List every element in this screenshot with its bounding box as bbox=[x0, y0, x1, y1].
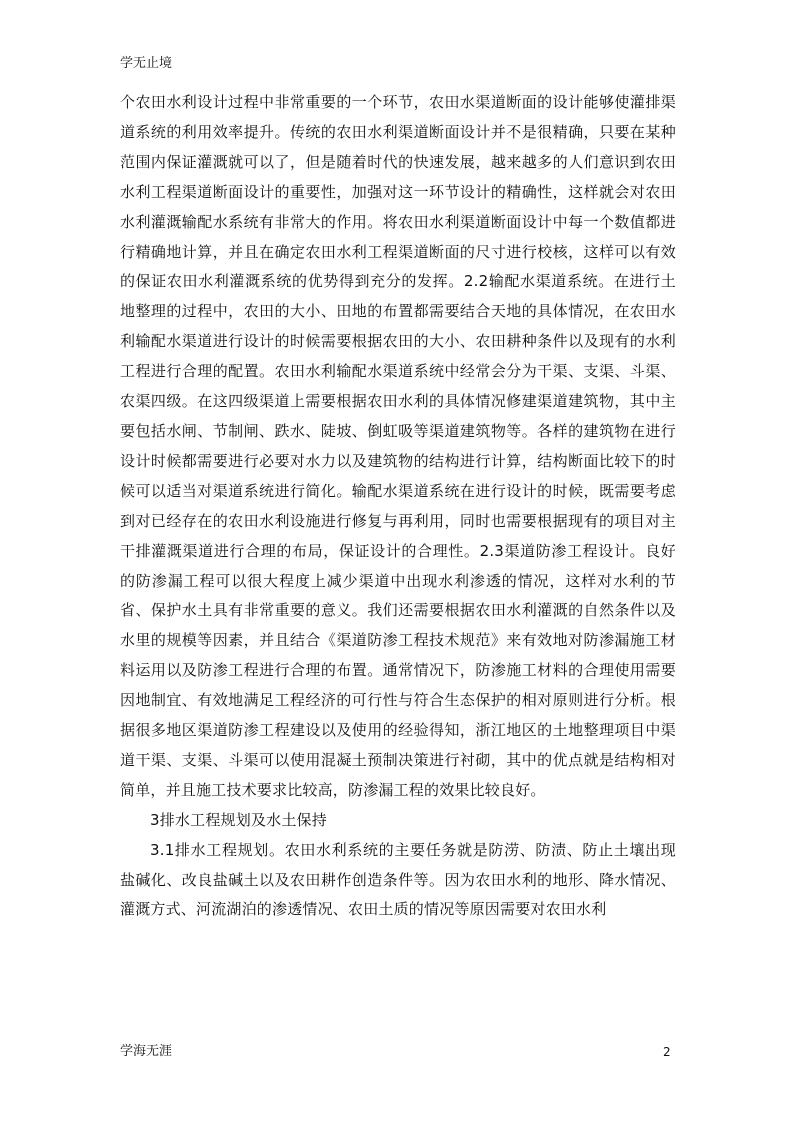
section-heading: 3排水工程规划及水土保持 bbox=[150, 810, 327, 829]
document-body bbox=[120, 88, 676, 925]
page-header: 学无止境 bbox=[120, 56, 173, 71]
body-paragraph: 个农田水利设计过程中非常重要的一个环节，农田水渠道断面的设计能够使灌排渠道系统的利用效率提升。传统的农田水利渠道断面设计并不是很精确，只要在某种范围内保证灌溉就可以了，但是随着时代的快速发展，越来越多的人们意识到农田水利工程渠道断面设计的重要性，加强对这一环节设计的精确性，这样就会对农田水利灌溉输配水系统有非常大的作用。将农田水利渠道断面设计中每一个数值都进行精确地计算，并且在确定农田水利工程渠道断面的尺寸进行校核，这样可以有效的保证农田水利灌溉系统的优势得到充分的发挥。2.2输配水渠道系统。在进行土地整理的过程中，农田的大小、田地的布置都需要结合天地的具体情况，在农田水利输配水渠道进行设计的时候需要根据农田的大小、农田耕种条件以及现有的水利工程进行合理的配置。农田水利输配水渠道系统中经常会分为干渠、支渠、斗渠、农渠四级。在这四级渠道上需要根据农田水利的具体情况修建渠道建筑物，其中主要包括水闸、节制闸、跌水、陡坡、倒虹吸等渠道建筑物等。各样的建筑物在进行设计时候都需要进行必要对水力以及建筑物的结构进行计算，结构断面比较下的时候可以适当对渠道系统进行简化。输配水渠道系统在进行设计的时候，既需要考虑到对已经存在的农田水利设施进行修复与再利用，同时也需要根据现有的项目对主干排灌溉渠道进行合理的布局，保证设计的合理性。2.3渠道防渗工程设计。良好的防渗漏工程可以很大程度上减少渠道中出现水利渗透的情况，这样对水利的节省、保护水土具有非常重要的意义。我们还需要根据农田水利灌溉的自然条件以及水里的规模等因素，并且结合《渠道防渗工程技术规范》来有效地对防渗漏施工材料运用以及防渗工程进行合理的布置。通常情况下，防渗施工材料的合理使用需要因地制宜、有效地满足工程经济的可行性与符合生态保护的相对原则进行分析。根据很多地区渠道防渗工程建设以及使用的经验得知，浙江地区的土地整理项目中渠道干渠、支渠、斗渠可以使用混凝土预制决策进行衬砌，其中的优点就是结构相对简单，并且施工技术要求比较高，防渗漏工程的效果比较良好。 bbox=[120, 93, 676, 799]
body-paragraph: 3.1排水工程规划。农田水利系统的主要任务就是防涝、防渍、防止土壤出现盐碱化、改良盐碱土以及农田耕作创造条件等。因为农田水利的地形、降水情况、灌溉方式、河流湖泊的渗透情况、农田土质的情况等原因需要对农田水利 bbox=[120, 840, 676, 919]
page-number: 2 bbox=[663, 1045, 671, 1059]
page-footer: 学海无涯 bbox=[120, 1044, 173, 1059]
